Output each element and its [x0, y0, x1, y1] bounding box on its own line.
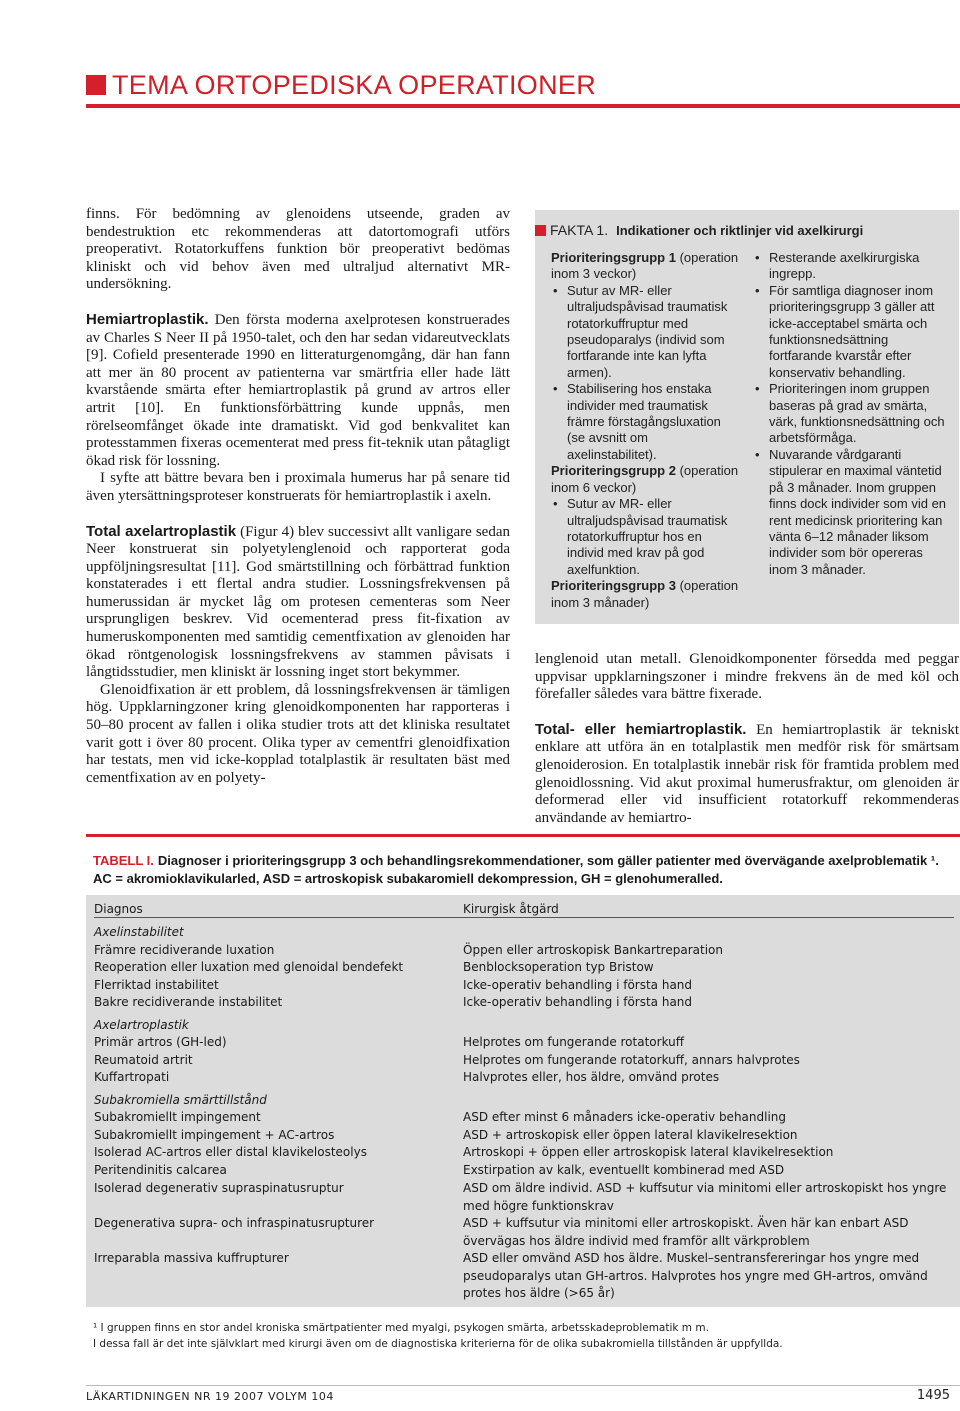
section-title: TEMA ORTOPEDISKA OPERATIONER	[112, 69, 597, 100]
section-label: Subakromiella smärttillstånd	[94, 1093, 267, 1107]
paragraph-text: En hemiartroplastik är tekniskt enklare att utföra än en totalplastik men medför risk för smärtsam glenoiderosion. En totalplastik innebär risk för framtida problem med glenoidlossning. Vid akut proximal humerusfraktur, om glenoiden är deformerad eller vid insufficient rotatorkuff rekommenderas användande av hemiartro-	[535, 721, 959, 826]
section-label: Axelinstabilitet	[94, 925, 184, 939]
priority-group-1-list	[551, 283, 741, 463]
fact-box-marker	[535, 225, 546, 236]
paragraph-lead: Total- eller hemiartroplastik.	[535, 720, 747, 738]
treatment-cell: ASD om äldre individ. ASD + kuffsutur via minitomi eller artroskopiskt hos yngre med högre funktionskrav	[463, 1181, 947, 1213]
fact-box-left-column	[551, 250, 741, 611]
list-item: • Sutur av MR- eller ultraljudspåvisad traumatisk rotatorkuffruptur med pseudoparalys (individ som fortfarande inte kan lyfta armen).	[551, 283, 741, 381]
footnote: I dessa fall är det inte självklart med kirurgi även om de diagnostiska kriterierna för de olika subakromiella tillstånden är uppfyllda.	[93, 1338, 783, 1350]
paragraph	[535, 721, 959, 828]
treatment-cell: Halvprotes eller, hos äldre, omvänd protes	[463, 1070, 720, 1084]
list-item: • Sutur av MR- eller ultraljudspåvisad traumatisk rotatorkuffruptur hos en individ med krav på god axelfunktion.	[551, 496, 741, 578]
diagnosis-cell: Bakre recidiverande instabilitet	[94, 995, 283, 1009]
paragraph-lead: Total axelartroplastik	[86, 522, 237, 540]
list-item: • För samtliga diagnoser inom prioriteringsgrupp 3 gäller att icke-acceptabel smärta och funktionsnedsättning fortfarande kvarstår efter konservativ behandling.	[753, 283, 953, 381]
header-marker	[86, 75, 106, 95]
right-column	[535, 651, 959, 827]
treatment-cell: Benblocksoperation typ Bristow	[463, 960, 654, 974]
fact-box-header	[535, 222, 863, 238]
section-header	[86, 68, 596, 102]
paragraph-text: Den första moderna axelprotesen konstruerades av Charles S Neer II på 1950-talet, och den har sedan vidareutvecklats [9]. Cofield presenterade 1990 en litteraturgenomgång, där han fann att mer än 80 procent av patienterna var smärtfria eller hade lätt kvarstående smärta efter hemiartroplastik på grund av artros eller artrit [10]. En funktionsförbättring kunde uppnås, men rörelseomfånget ökade inte dramatiskt. Vid god benkvalitet kan protesstammen fixeras ocementerat med press fit-teknik utan påtagligt ökad risk för lossning.	[86, 311, 510, 469]
table-tag: TABELL I.	[93, 853, 154, 868]
diagnosis-cell: Isolerad AC-artros eller distal klavikelosteolys	[94, 1145, 367, 1159]
treatment-cell: Icke-operativ behandling i första hand	[463, 978, 693, 992]
diagnosis-cell: Subakromiellt impingement	[94, 1110, 261, 1124]
paragraph: I syfte att bättre bevara ben i proximala humerus har på senare tid även ytersättningsproteser konstruerats för hemiartroplastik i axeln.	[86, 470, 510, 504]
list-item: • Resterande axelkirurgiska ingrepp.	[753, 250, 953, 283]
treatment-cell: Helprotes om fungerande rotatorkuff, annars halvprotes	[463, 1053, 800, 1067]
priority-group-2-list	[551, 496, 741, 578]
left-column	[86, 206, 510, 787]
treatment-cell: Exstirpation av kalk, eventuellt kombinerad med ASD	[463, 1163, 785, 1177]
diagnosis-cell: Kuffartropati	[94, 1070, 170, 1084]
footnote: ¹ I gruppen finns en stor andel kroniska smärtpatienter med myalgi, psykogen smärta, arbetsskadeproblematik m m.	[93, 1322, 709, 1334]
treatment-cell: Helprotes om fungerande rotatorkuff	[463, 1035, 685, 1049]
priority-group-3: Prioriteringsgrupp 3 (operation inom 3 månader)	[551, 578, 739, 610]
page-number: 1495	[916, 1388, 950, 1403]
column-header: Kirurgisk åtgärd	[463, 902, 559, 916]
fact-box-title: Indikationer och riktlinjer vid axelkirurgi	[616, 222, 864, 238]
diagnosis-cell: Irreparabla massiva kuffrupturer	[94, 1251, 289, 1265]
diagnosis-cell: Degenerativa supra- och infraspinatusrupturer	[94, 1216, 375, 1230]
list-item: • Nuvarande vårdgaranti stipulerar en maximal väntetid på 3 månader. Inom gruppen finns dock individer som vid en rent medicinsk prioritering kan vänta 6–12 månader liksom individer som bör opereras inom 3 månader.	[753, 447, 953, 578]
paragraph	[86, 311, 510, 470]
paragraph-lead: Hemiartroplastik.	[86, 310, 209, 328]
treatment-cell: ASD eller omvänd ASD hos äldre. Muskel–sentransfereringar hos yngre med pseudoparalys utan GH-artros. Halvprotes hos yngre med GH-artros, omvänd protes hos äldre (>65 år)	[463, 1251, 928, 1301]
treatment-cell: ASD efter minst 6 månaders icke-operativ behandling	[463, 1110, 787, 1124]
treatment-cell: Öppen eller artroskopisk Bankartreparation	[463, 943, 723, 957]
table	[86, 895, 960, 1307]
diagnosis-cell: Peritendinitis calcarea	[94, 1163, 227, 1177]
diagnosis-cell: Flerriktad instabilitet	[94, 978, 219, 992]
paragraph: Glenoidfixation är ett problem, då lossningsfrekvensen är tämligen hög. Uppklarningzoner kring glenoidkomponenten har rapporteras i 50–80 procent av fallen i olika studier trots att det kliniska resultatet varit gott i över 80 procent. Olika typer av cementfri glenoidfixation har testats, men vid icke-kopplad totalplastik är resultaten bäst med cementfixation av en polyety-	[86, 681, 510, 786]
fact-box-label: FAKTA 1.	[550, 222, 609, 238]
diagnosis-cell: Främre recidiverande luxation	[94, 943, 275, 957]
table-rule	[86, 834, 960, 837]
column-header: Diagnos	[94, 902, 143, 916]
header-divider	[94, 917, 954, 918]
treatment-cell: Artroskopi + öppen eller artroskopisk lateral klavikelresektion	[463, 1145, 834, 1159]
paragraph	[86, 523, 510, 682]
priority-group-2: Prioriteringsgrupp 2 (operation inom 6 veckor)	[551, 463, 739, 495]
diagnosis-cell: Reumatoid artrit	[94, 1053, 193, 1067]
list-item: • Prioriteringen inom gruppen baseras på grad av smärta, värk, funktionsnedsättning och arbetsförmåga.	[753, 381, 953, 447]
treatment-cell: Icke-operativ behandling i första hand	[463, 995, 693, 1009]
footer-rule	[86, 1385, 960, 1386]
table-caption	[93, 852, 953, 888]
journal-footer: LÄKARTIDNINGEN NR 19 2007 VOLYM 104	[86, 1390, 334, 1403]
priority-group-1: Prioriteringsgrupp 1 (operation inom 3 veckor)	[551, 250, 739, 282]
diagnosis-cell: Primär artros (GH-led)	[94, 1035, 227, 1049]
table-footnotes	[93, 1320, 953, 1352]
fact-box	[535, 210, 959, 624]
treatment-cell: ASD + kuffsutur via minitomi eller artroskopiskt. Även här kan enbart ASD övervägas hos äldre individ med framför allt värkproblem	[463, 1216, 909, 1248]
paragraph-text: (Figur 4) blev successivt allt vanligare sedan Neer konstruerat sin polyetylenglenoid och rapporterat goda uppföljningsresultat [11]. God smärtstillning och förbättrad funktion konstaterades i ett flertal andra studier. Lossningsfrekvensen på humerussidan är mycket låg om protesen cementeras som Neer ursprungligen beskrev. Vid ocementerad press fit-fixation av humeruskomponenten med samtidig cementfixation av glenoiden har ökad röntgenologisk lossningsfrekvens av stammen påvisats i långtidsstudier, men kliniskt är lossning inget stort bekymmer.	[86, 523, 510, 681]
diagnosis-cell: Isolerad degenerativ supraspinatusruptur	[94, 1181, 344, 1195]
paragraph: lenglenoid utan metall. Glenoidkomponenter försedda med peggar uppvisar uppklarningszoner i mindre frekvens än de med köl och förefaller således vara bättre fixerade.	[535, 651, 959, 703]
diagnosis-cell: Reoperation eller luxation med glenoidal bendefekt	[94, 960, 404, 974]
section-label: Axelartroplastik	[94, 1018, 189, 1032]
table-caption-line1: Diagnoser i prioriteringsgrupp 3 och behandlingsrekommendationer, som gäller patienter med övervägande axelproblematik ¹.	[157, 853, 939, 868]
paragraph: finns. För bedömning av glenoidens utseende, graden av bendestruktion etc rekommenderas att datortomografi utförs preoperativt. Rotatorkuffens funktion bör preoperativt bedömas kliniskt och vid behov även med ultraljud alternativt MR-undersökning.	[86, 206, 510, 293]
table-caption-line2: AC = akromioklavikularled, ASD = artroskopisk subakaromiell dekompression, GH = glenohumeralled.	[93, 871, 723, 886]
header-rule	[86, 104, 960, 108]
treatment-cell: ASD + artroskopisk eller öppen lateral klavikelresektion	[463, 1128, 798, 1142]
diagnosis-cell: Subakromiellt impingement + AC-artros	[94, 1128, 335, 1142]
priority-group-3-list	[753, 250, 953, 578]
fact-box-right-column	[753, 250, 953, 578]
list-item: • Stabilisering hos enstaka individer med traumatisk främre förstagångsluxation (se avsnitt om axelinstabilitet).	[551, 381, 741, 463]
